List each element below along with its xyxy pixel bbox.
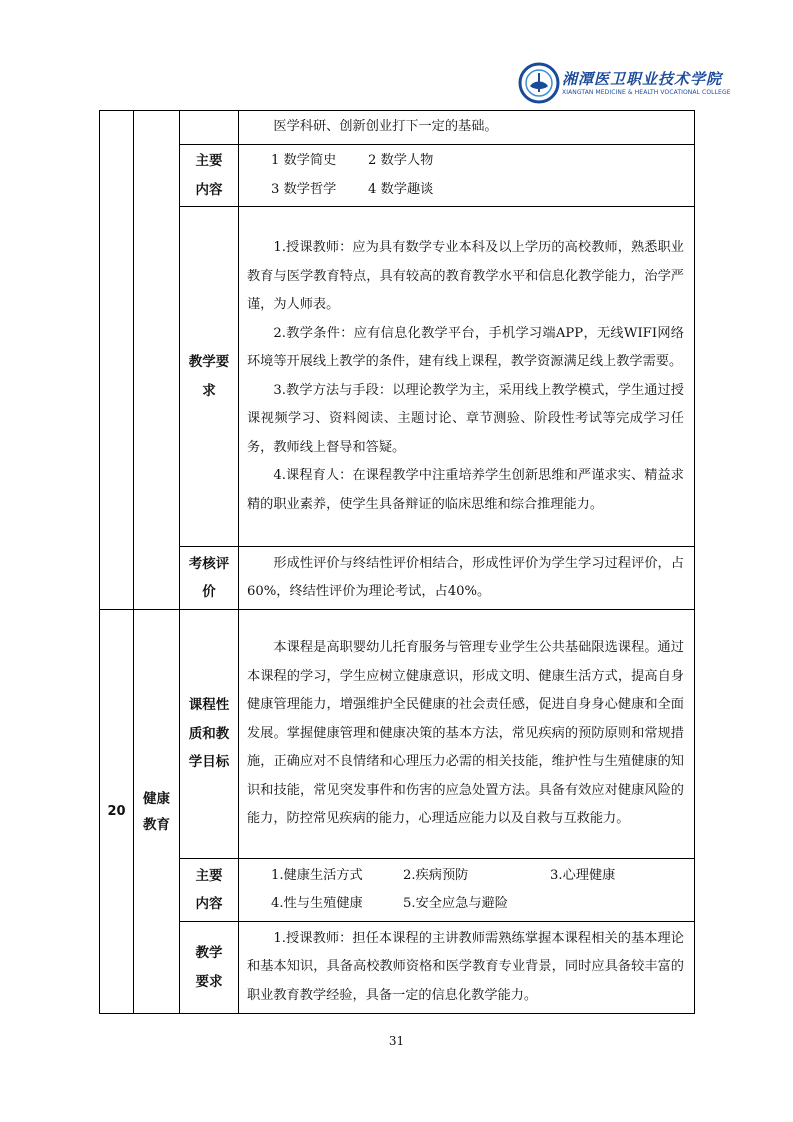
content-row	[271, 862, 684, 891]
content-item: 1 数学简史	[271, 153, 337, 168]
number-cell	[100, 111, 134, 610]
course-number: 20	[100, 610, 134, 1014]
table-row	[100, 207, 695, 547]
goal-tail-cell	[239, 111, 695, 145]
content-row	[271, 890, 684, 919]
content-item: 2.疾病预防	[403, 867, 469, 883]
table-row	[100, 859, 695, 922]
content-cell	[239, 859, 695, 922]
content-item: 3 数学哲学	[271, 181, 337, 197]
logo-chinese-name: 湘潭医卫职业技术学院	[562, 70, 723, 88]
course-table	[99, 110, 695, 1014]
requirement-paragraph: 1.授课教师：应为具有数学专业本科及以上学历的高校教师，熟悉职业教育与医学教育特点，具有较高的教育教学水平和信息化教学能力，治学严谨，为人师表。	[247, 240, 684, 312]
requirement-cell	[239, 922, 695, 1014]
content-item: 1.健康生活方式	[271, 867, 363, 883]
table-row	[100, 145, 695, 207]
course-name: 健康 教育	[134, 610, 180, 1014]
content-label: 主要 内容	[180, 859, 239, 922]
requirement-paragraph: 1.授课教师：担任本课程的主讲教师需熟练掌握本课程相关的基本理论和基本知识，具备高校教师资格和医学教育专业背景，同时应具备较丰富的职业教育教学经验，具备一定的信息化教学能力。	[247, 930, 684, 1003]
goal-tail-text: 医学科研、创新创业打下一定的基础。	[273, 119, 498, 135]
requirement-paragraph: 2.教学条件：应有信息化教学平台，手机学习端APP，无线WIFI网络环境等开展线上教学的条件，建有线上课程，教学资源满足线上教学需要。	[247, 325, 684, 369]
requirement-label: 教学要 求	[180, 207, 239, 547]
content-item: 3.心理健康	[550, 867, 616, 883]
content-label: 主要 内容	[180, 145, 239, 207]
content-row	[271, 147, 684, 176]
content-item: 5.安全应急与避险	[403, 896, 508, 911]
evaluation-cell	[239, 547, 695, 610]
nature-cell	[239, 610, 695, 859]
content-item: 4 数学趣谈	[368, 181, 434, 197]
nature-text: 本课程是高职婴幼儿托育服务与管理专业学生公共基础限选课程。通过本课程的学习，学生应树立健康意识，形成文明、健康生活方式，提高自身健康管理能力，增强维护全民健康的社会责任感，促进自身身心健康和全面发展。掌握健康管理和健康决策的基本方法，常见疾病的预防原则和常规措施，正确应对不良情绪和心理压力必需的相关技能，维护性与生殖健康的知识和技能，常见突发事件和伤害的应急处置方法。具备有效应对健康风险的能力，防控常见疾病的能力，心理适应能力以及自救与互救能力。	[247, 640, 684, 827]
logo-english-name: XIANGTAN MEDICINE & HEALTH VOCATIONAL COLLEGE	[562, 89, 731, 96]
table-row	[100, 922, 695, 1014]
page-number: 31	[388, 1034, 405, 1048]
requirement-cell	[239, 207, 695, 547]
college-logo	[518, 62, 731, 108]
table-row	[100, 547, 695, 610]
name-cell	[134, 111, 180, 610]
content-item: 4.性与生殖健康	[271, 896, 363, 911]
table-row	[100, 111, 695, 145]
requirement-paragraph: 3.教学方法与手段：以理论教学为主，采用线上教学模式，学生通过授课视频学习、资料阅读、主题讨论、章节测验、阶段性考试等完成学习任务，教师线上督导和答疑。	[247, 382, 684, 455]
content-row	[271, 176, 684, 205]
college-emblem-icon	[518, 62, 560, 104]
content-cell	[239, 145, 695, 207]
evaluation-label: 考核评 价	[180, 547, 239, 610]
table-row	[100, 610, 695, 859]
evaluation-text: 形成性评价与终结性评价相结合，形成性评价为学生学习过程评价，占60%，终结性评价为理论考试，占40%。	[247, 555, 684, 599]
label-cell	[180, 111, 239, 145]
requirement-paragraph: 4.课程育人：在课程教学中注重培养学生创新思维和严谨求实、精益求精的职业素养，使学生具备辩证的临床思维和综合推理能力。	[247, 468, 684, 512]
requirement-label: 教学 要求	[180, 922, 239, 1014]
content-item: 2 数学人物	[368, 153, 434, 168]
nature-label: 课程性 质和教 学目标	[180, 610, 239, 859]
